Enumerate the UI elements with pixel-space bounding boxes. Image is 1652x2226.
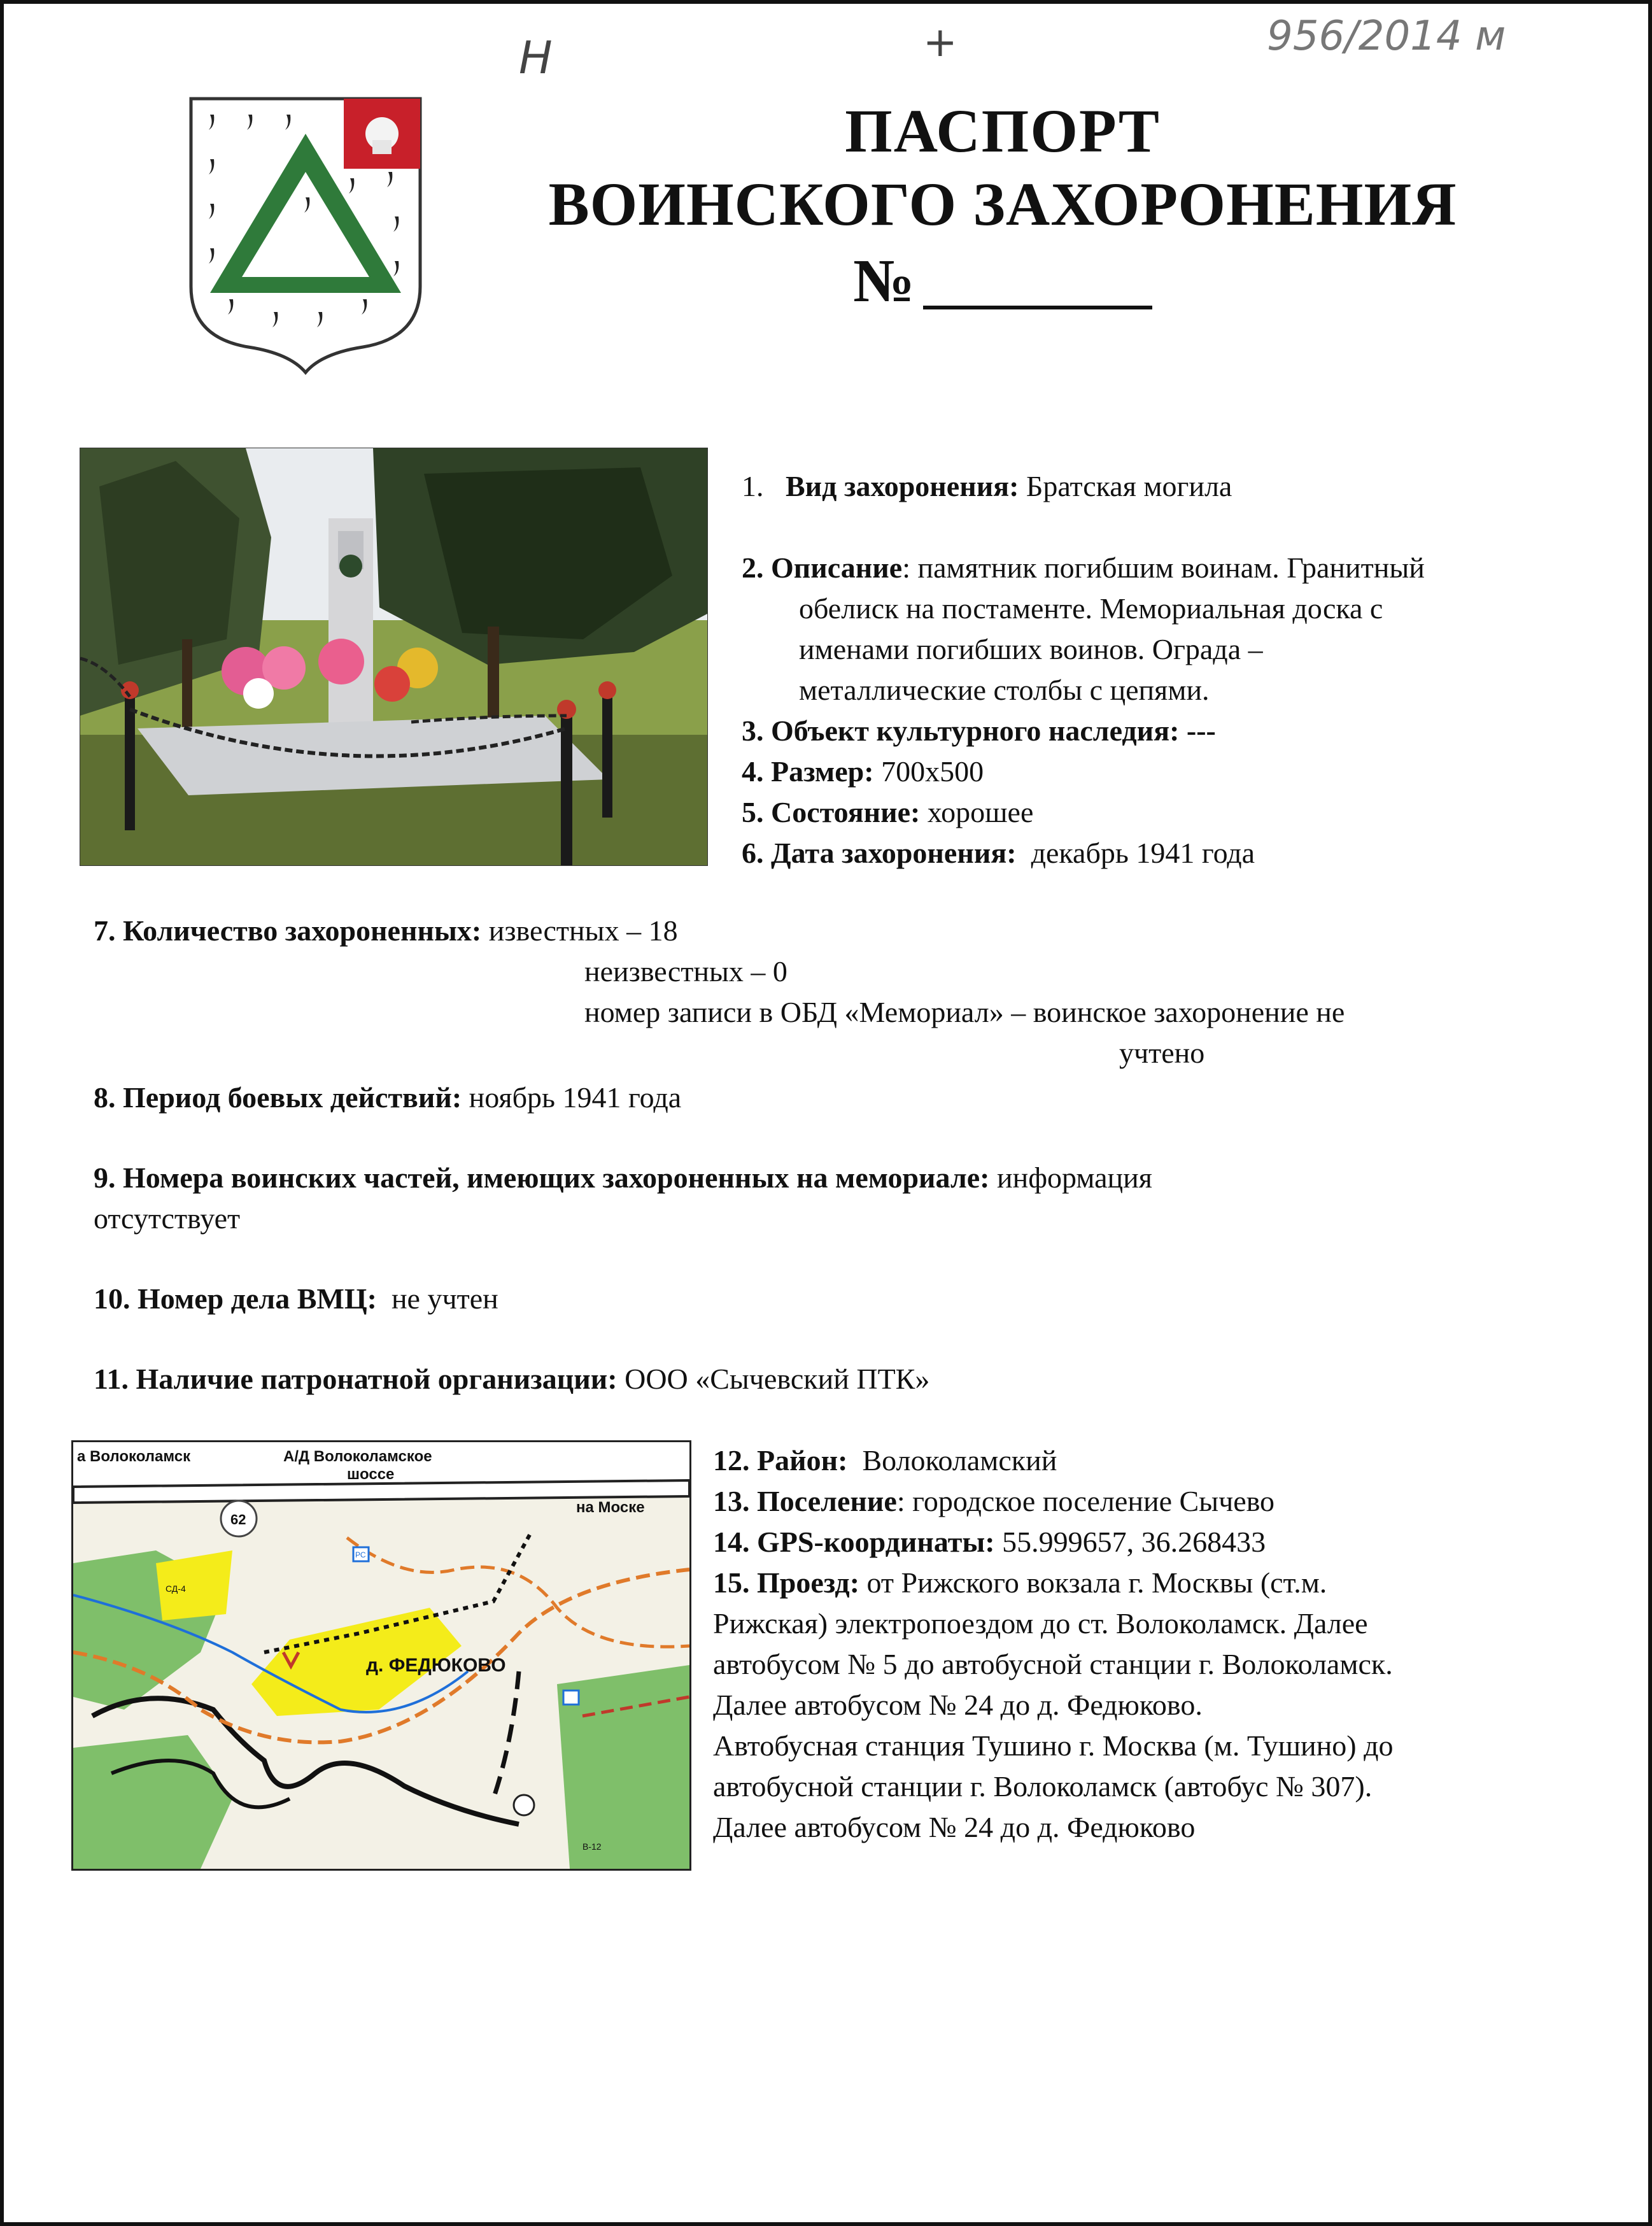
item-11-patron-organization: 11. Наличие патронатной организации: ООО «Сычевский ПТК» bbox=[94, 1363, 930, 1395]
page-border-left bbox=[0, 0, 4, 2226]
item-2-description: 2. Описание: памятник погибшим воинам. Гранитный bbox=[742, 551, 1425, 584]
item-7-unknown-count: неизвестных – 0 bbox=[584, 955, 787, 988]
document-number-label: № bbox=[853, 246, 915, 315]
map-label-highway: А/Д Волоколамское bbox=[283, 1448, 432, 1465]
page-border-bottom bbox=[0, 2222, 1652, 2226]
memorial-photo bbox=[80, 448, 708, 866]
item-15-directions-line2: Рижская) электропоездом до ст. Волоколамск. Далее bbox=[713, 1607, 1368, 1640]
location-map bbox=[71, 1440, 691, 1871]
map-label-highway-line2: шоссе bbox=[347, 1466, 395, 1483]
item-13-settlement: 13. Поселение: городское поселение Сычево bbox=[713, 1485, 1275, 1517]
item-7-memorial-record: номер записи в ОБД «Мемориал» – воинское захоронение не bbox=[584, 996, 1345, 1028]
handwritten-mark-n: Н bbox=[519, 32, 553, 84]
item-3-cultural-heritage: 3. Объект культурного наследия: --- bbox=[742, 714, 1216, 747]
item-8-combat-period: 8. Период боевых действий: ноябрь 1941 года bbox=[94, 1081, 682, 1114]
handwritten-reference-number: 956/2014 м bbox=[1267, 13, 1506, 60]
item-7-buried-count: 7. Количество захороненных: известных – 18 bbox=[94, 914, 678, 947]
item-15-directions-line4: Далее автобусом № 24 до д. Федюково. bbox=[713, 1689, 1203, 1721]
item-5-condition: 5. Состояние: хорошее bbox=[742, 796, 1034, 828]
map-label-volokolamsk: а Волоколамск bbox=[77, 1448, 191, 1465]
item-2-description-line4: металлические столбы с цепями. bbox=[799, 674, 1210, 706]
document-title-line1: ПАСПОРТ bbox=[845, 97, 1161, 165]
item-15-directions-line7: Далее автобусом № 24 до д. Федюково bbox=[713, 1811, 1196, 1843]
map-label-moscow: на Моске bbox=[576, 1499, 645, 1516]
item-15-directions-line6: автобусной станции г. Волоколамск (автобус № 307). bbox=[713, 1770, 1373, 1803]
page-border-right bbox=[1648, 0, 1652, 2226]
handwritten-mark-plus: + bbox=[923, 19, 957, 66]
item-1-burial-type: 1. Вид захоронения: Братская могила bbox=[742, 470, 1232, 502]
item-15-directions: 15. Проезд: от Рижского вокзала г. Москвы (ст.м. bbox=[713, 1566, 1327, 1599]
item-10-case-number: 10. Номер дела ВМЦ: не учтен bbox=[94, 1282, 498, 1315]
item-14-gps-coordinates: 14. GPS-координаты: 55.999657, 36.268433 bbox=[713, 1526, 1266, 1558]
document-number-blank bbox=[923, 306, 1152, 309]
item-15-directions-line3: автобусом № 5 до автобусной станции г. Волоколамск. bbox=[713, 1648, 1393, 1680]
map-label-village: д. ФЕДЮКОВО bbox=[366, 1655, 506, 1676]
item-9-military-units: 9. Номера воинских частей, имеющих захороненных на мемориале: информация bbox=[94, 1161, 1152, 1194]
item-7-memorial-record-line2: учтено bbox=[1119, 1037, 1205, 1069]
map-label-rs: РС bbox=[355, 1550, 366, 1559]
map-label-b12: В-12 bbox=[582, 1841, 602, 1852]
item-9-military-units-line2: отсутствует bbox=[94, 1202, 241, 1235]
map-label-sd: СД-4 bbox=[166, 1584, 186, 1594]
item-15-directions-line5: Автобусная станция Тушино г. Москва (м. Тушино) до bbox=[713, 1729, 1394, 1762]
item-12-district: 12. Район: Волоколамский bbox=[713, 1444, 1057, 1477]
map-label-road-number: 62 bbox=[230, 1512, 246, 1528]
item-2-description-line3: именами погибших воинов. Ограда – bbox=[799, 633, 1263, 665]
document-title-line2: ВОИНСКОГО ЗАХОРОНЕНИЯ bbox=[548, 170, 1457, 238]
item-2-description-line2: обелиск на постаменте. Мемориальная доска с bbox=[799, 592, 1383, 625]
page-border-top bbox=[0, 0, 1652, 4]
item-4-size: 4. Размер: 700х500 bbox=[742, 755, 984, 788]
item-6-burial-date: 6. Дата захоронения: декабрь 1941 года bbox=[742, 837, 1255, 869]
